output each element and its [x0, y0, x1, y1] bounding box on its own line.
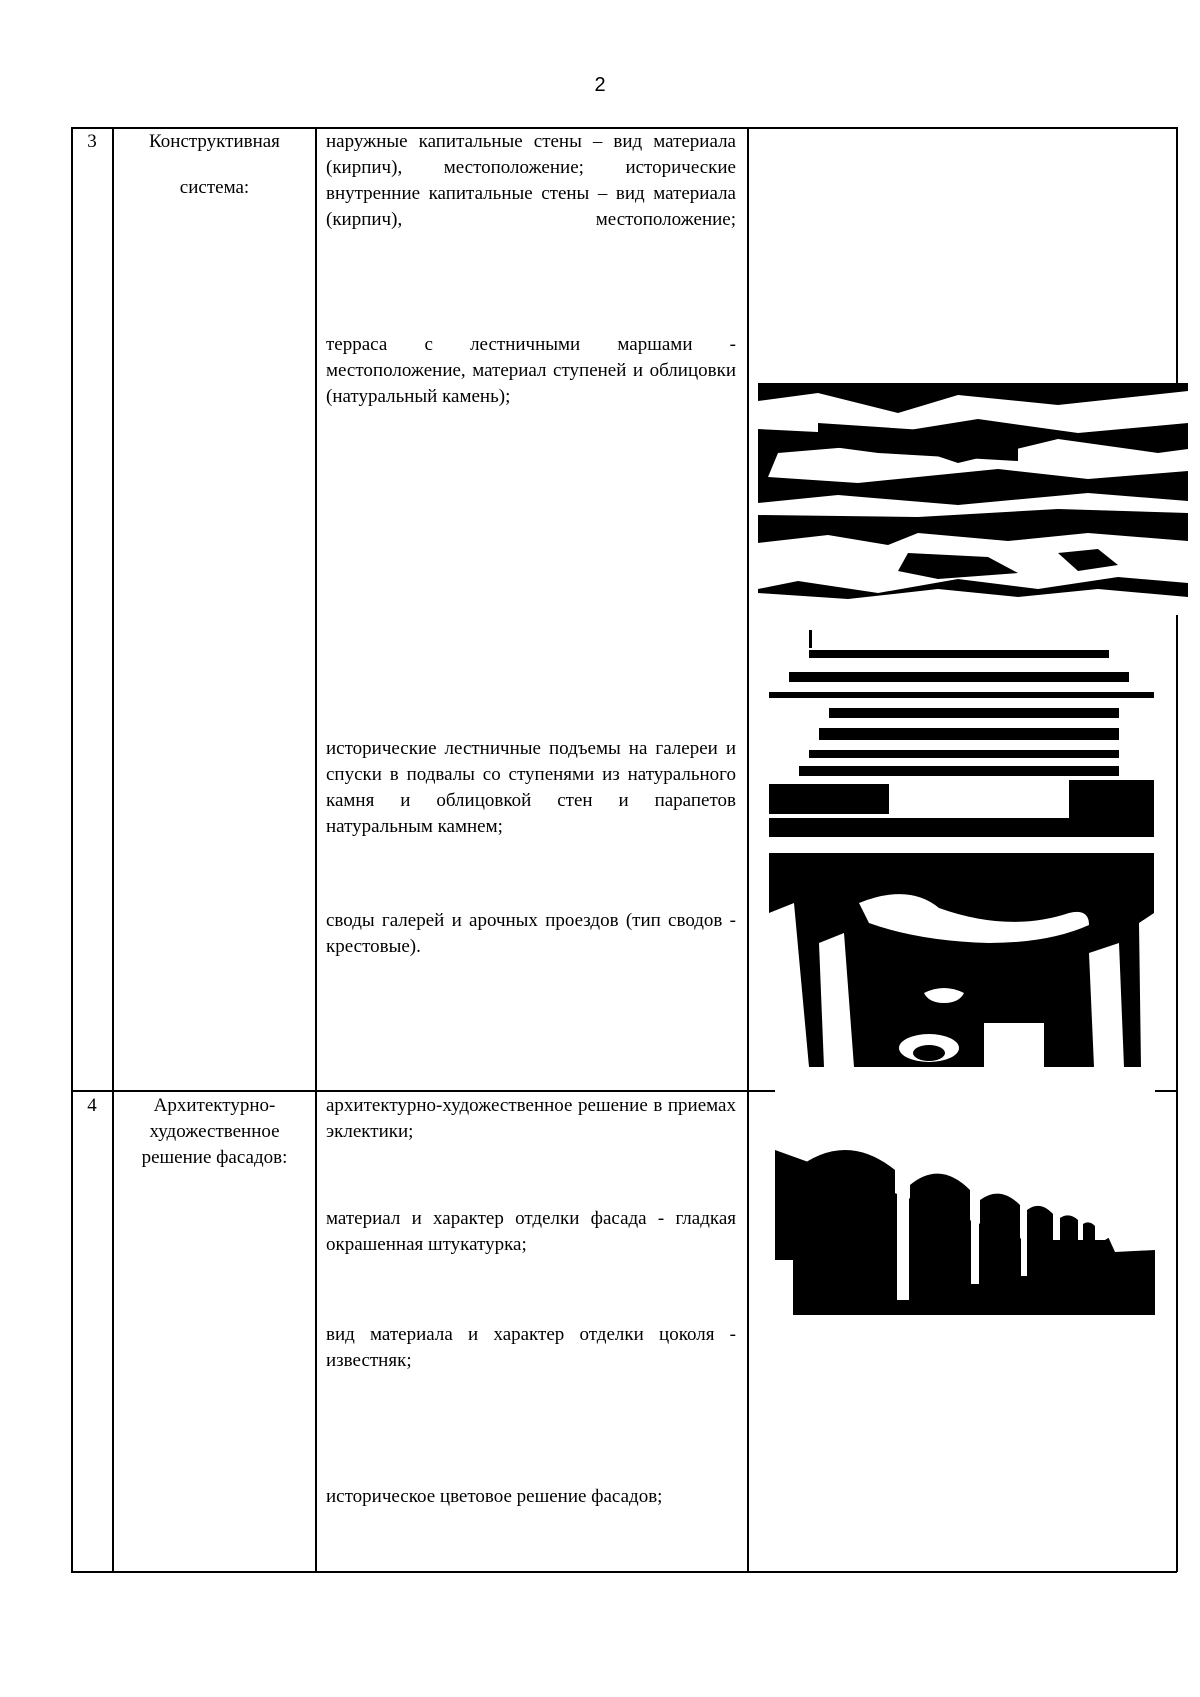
list-item: архитектурно-художественное решение в приемах эклектики; — [326, 1095, 736, 1142]
list-item: терраса с лестничными маршами - местоположение, материал ступеней и облицовки (натуральный камень); — [326, 334, 736, 407]
list-item: своды галерей и арочных проездов (тип сводов - крестовые). — [326, 910, 736, 957]
list-item: исторические лестничные подъемы на галереи и спуски в подвалы со ступенями из натурального камня и облицовкой стен и парапетов натуральным камнем; — [326, 738, 736, 837]
table-border-bottom — [71, 1571, 1177, 1573]
table-border-left — [71, 127, 73, 1572]
row-number: 3 — [87, 131, 97, 152]
arcade-photo — [775, 1090, 1155, 1315]
list-item: вид материала и характер отделки цоколя - известняк; — [326, 1324, 736, 1371]
vaults-photo — [769, 853, 1154, 1067]
staircase-photo — [769, 630, 1154, 837]
list-item: историческое цветовое решение фасадов; — [326, 1486, 663, 1507]
row-number: 4 — [87, 1095, 97, 1116]
terrace-photo — [758, 383, 1188, 615]
page-number: 2 — [594, 74, 606, 96]
column-divider — [747, 127, 749, 1572]
row-label: система: — [179, 177, 250, 198]
table-border-right — [1176, 127, 1178, 1572]
column-divider — [315, 127, 317, 1572]
column-divider — [112, 127, 114, 1572]
row-label: Конструктивная — [149, 131, 280, 152]
list-item: материал и характер отделки фасада - гладкая окрашенная штукатурка; — [326, 1208, 736, 1255]
row-label: Архитектурно-художественное решение фасадов: — [141, 1095, 288, 1168]
list-item: наружные капитальные стены – вид материала (кирпич), местоположение; исторические внутренние капитальные стены – вид материала (кирпич), местоположение; — [326, 131, 736, 230]
